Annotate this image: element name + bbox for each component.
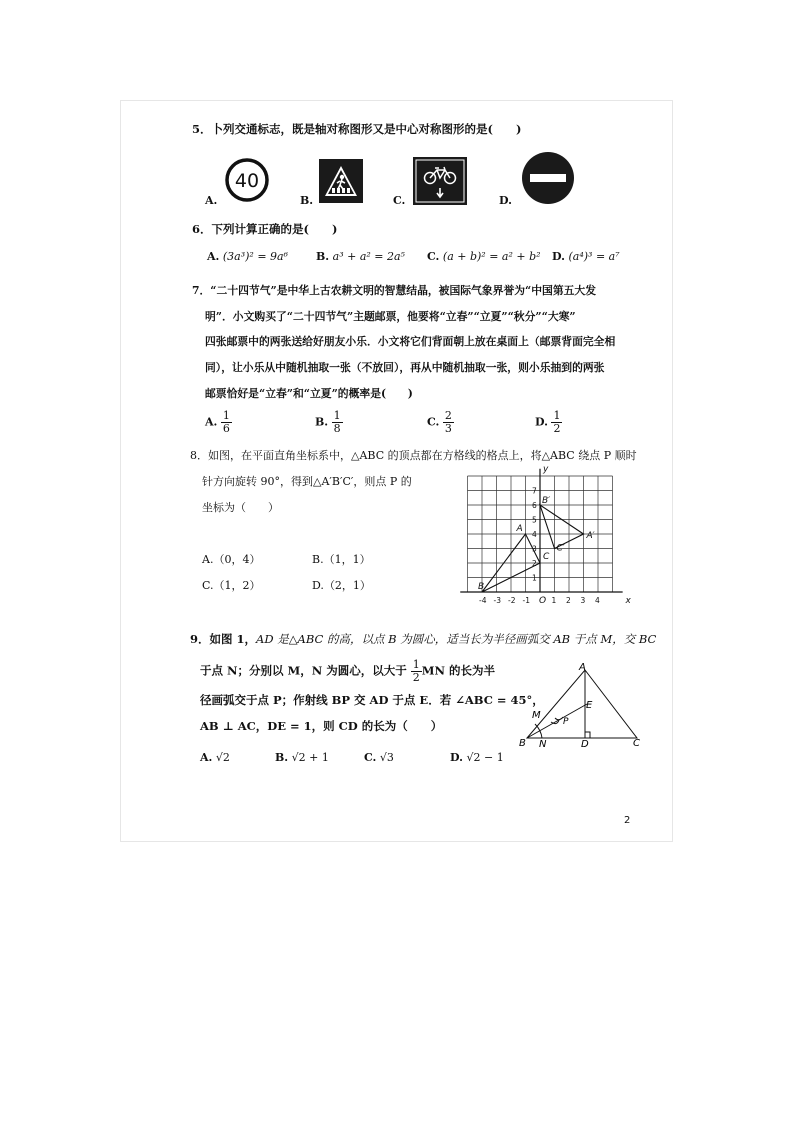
x-axis-label: x xyxy=(625,596,631,606)
q8-option-d-label: D. xyxy=(312,579,324,592)
q9-line-3: 径画弧交于点 P；作射线 BP 交 AD 于点 E．若 ∠ABC = 45°， xyxy=(200,693,544,707)
x-tick-label: 4 xyxy=(595,596,600,605)
q9-line-1b: AD 是△ABC 的高，以点 B 为圆心，适当长为半径画弧交 AB 于点 M，交 BC xyxy=(256,632,657,646)
q7-option-b[interactable] xyxy=(315,410,343,435)
q5-option-d-label: D. xyxy=(499,194,512,207)
q9-arc-p1 xyxy=(555,717,563,720)
q8-option-a-text: （0，4） xyxy=(213,553,261,566)
q8-option-a-label: A. xyxy=(202,553,214,566)
q7-option-c[interactable] xyxy=(427,410,454,435)
q8-line-2: 针方向旋转 90°，得到△A′B′C′，则点 P 的 xyxy=(202,475,412,488)
q9-label-n: N xyxy=(539,739,547,748)
q9-label-p: P xyxy=(563,717,569,727)
q8-option-c-text: （1，2） xyxy=(213,579,261,592)
q7-option-c-den: 3 xyxy=(444,422,452,435)
speed-limit-sign-icon xyxy=(224,157,270,203)
q5-option-c-label: C. xyxy=(393,194,406,207)
q9-option-b-label: B. xyxy=(275,751,289,764)
q7-option-d-den: 2 xyxy=(553,422,561,435)
q5-option-b-label: B. xyxy=(300,194,314,207)
q6-option-a-expr: (3a³)² = 9a⁶ xyxy=(222,250,289,263)
x-tick-label: -2 xyxy=(508,596,516,605)
q7-option-a[interactable] xyxy=(205,410,232,435)
q8-option-b-text: （1，1） xyxy=(323,553,371,566)
q9-label-c: C xyxy=(633,738,640,748)
y-tick-label: 5 xyxy=(532,515,537,525)
q8-option-c-label: C. xyxy=(202,579,214,592)
q6-option-d[interactable] xyxy=(552,250,620,263)
q9-line-2 xyxy=(200,659,495,684)
q9-option-b-expr: √2 + 1 xyxy=(291,751,329,764)
q7-option-a-num: 1 xyxy=(222,409,230,422)
q7-line-2: 明”．小文购买了“二十四节气”主题邮票，他要将“立春”“立夏”“秋分”“大寒” xyxy=(205,310,576,323)
y-tick-label: 1 xyxy=(532,573,537,583)
q9-line-1 xyxy=(190,631,656,647)
x-tick-label: -4 xyxy=(479,596,487,605)
q8-option-b-label: B. xyxy=(312,553,324,566)
q9-label-a: A xyxy=(579,662,586,673)
q6-option-b-label: B. xyxy=(316,250,330,263)
q9-label-e: E xyxy=(586,700,593,711)
q7-line-4: 同），让小乐从中随机抽取一张（不放回），再从中随机抽取一张，则小乐抽到的两张 xyxy=(205,361,605,374)
no-entry-sign-icon xyxy=(520,150,576,206)
q9-label-m: M xyxy=(532,710,541,721)
y-tick-label: 3 xyxy=(532,544,537,554)
page-number: 2 xyxy=(624,815,631,826)
q9-label-d: D xyxy=(581,739,589,748)
q9-option-d-label: D. xyxy=(450,751,463,764)
point-label-a1: A′ xyxy=(586,531,595,541)
q7-line-5: 邮票恰好是“立春”和“立夏”的概率是( ) xyxy=(205,387,413,400)
q6-option-c[interactable] xyxy=(427,250,541,263)
point-label-c1: C′ xyxy=(556,543,565,554)
x-tick-label: -1 xyxy=(522,596,530,605)
pedestrian-crossing-sign-icon xyxy=(318,158,364,204)
q7-option-c-label: C. xyxy=(427,415,440,429)
x-tick-label: 3 xyxy=(580,596,586,605)
point-label-b: B xyxy=(478,582,485,592)
q9-option-a[interactable] xyxy=(200,751,230,764)
q9-line-4: AB ⊥ AC，DE = 1，则 CD 的长为（ ） xyxy=(200,719,443,733)
q9-label-b: B xyxy=(519,738,526,748)
bicycle-lane-sign-icon xyxy=(412,156,468,206)
q8-option-a[interactable] xyxy=(202,551,260,567)
point-label-b1: B′ xyxy=(542,496,551,506)
q6-option-d-label: D. xyxy=(552,250,565,263)
q9-right-angle-mark xyxy=(585,732,590,738)
q9-option-c-label: C. xyxy=(364,751,377,764)
q9-option-d[interactable] xyxy=(450,751,504,764)
q7-option-c-num: 2 xyxy=(444,409,452,422)
q9-line-2b: MN 的长为半 xyxy=(421,663,496,678)
q9-line-1a: 9．如图 1， xyxy=(190,632,257,646)
q6-text: 6．下列计算正确的是( ) xyxy=(192,222,338,236)
q9-option-c[interactable] xyxy=(364,751,394,764)
q9-option-b[interactable] xyxy=(275,751,329,764)
q8-option-c[interactable] xyxy=(202,577,261,593)
q9-frac-den: 2 xyxy=(412,671,420,684)
q6-option-b[interactable] xyxy=(316,250,405,263)
q6-option-a-label: A. xyxy=(207,250,220,263)
point-label-a: A xyxy=(516,524,523,534)
q7-option-a-label: A. xyxy=(205,415,218,429)
x-tick-label: 2 xyxy=(566,596,571,605)
q7-option-b-num: 1 xyxy=(333,409,341,422)
x-tick-label: 1 xyxy=(551,596,557,605)
y-axis-label: y xyxy=(543,464,549,475)
point-label-c: C xyxy=(543,552,550,562)
q7-option-b-den: 8 xyxy=(333,422,341,435)
origin-label: O xyxy=(539,596,547,606)
q6-option-c-expr: (a + b)² = a² + b² xyxy=(442,250,541,263)
q9-option-a-label: A. xyxy=(200,751,213,764)
q9-option-d-expr: √2 − 1 xyxy=(466,751,504,764)
y-tick-label: 6 xyxy=(532,501,537,510)
q9-line-2a: 于点 N；分别以 M，N 为圆心，以大于 xyxy=(200,663,407,678)
q7-option-d-label: D. xyxy=(535,415,548,429)
q9-frac-num: 1 xyxy=(412,658,420,671)
q6-option-c-label: C. xyxy=(427,250,440,263)
q9-triangle-abc xyxy=(527,670,637,738)
q9-option-a-expr: √2 xyxy=(215,751,230,764)
q8-option-b[interactable] xyxy=(312,551,371,567)
q6-option-d-expr: (a⁴)³ = a⁷ xyxy=(568,250,620,263)
q9-triangle-figure xyxy=(515,660,645,748)
q5-text: 5．卜列交通标志，既是轴对称图形又是中心对称图形的是( ) xyxy=(192,122,522,136)
q7-line-3: 四张邮票中的两张送给好朋友小乐．小文将它们背面朝上放在桌面上（邮票背面完全相 xyxy=(205,335,616,348)
speed-limit-text: 40 xyxy=(234,170,260,192)
y-tick-label: 7 xyxy=(532,486,537,496)
q6-option-b-expr: a³ + a² = 2a⁵ xyxy=(332,250,405,263)
q7-option-d[interactable] xyxy=(535,410,562,435)
q6-option-a[interactable] xyxy=(207,250,288,263)
x-tick-label: -3 xyxy=(493,596,501,605)
q8-line-1: 8．如图，在平面直角坐标系中，△ABC 的顶点都在方格线的格点上，将△ABC 绕点 P 顺时 xyxy=(190,449,637,462)
triangle-a1b1c1 xyxy=(540,505,584,549)
q7-option-b-label: B. xyxy=(315,415,329,429)
q8-option-d-text: （2，1） xyxy=(323,579,371,592)
y-tick-label: 4 xyxy=(532,530,537,539)
y-tick-label: 2 xyxy=(532,559,537,568)
q8-option-d[interactable] xyxy=(312,577,371,593)
q8-coordinate-grid xyxy=(460,462,632,612)
q5-option-a-label: A. xyxy=(205,194,218,207)
q7-option-d-num: 1 xyxy=(553,409,561,422)
q8-line-3: 坐标为（ ） xyxy=(202,501,279,514)
q7-option-a-den: 6 xyxy=(222,422,230,435)
q9-option-c-expr: √3 xyxy=(379,751,394,764)
q7-line-1: 7．“二十四节气”是中华上古农耕文明的智慧结晶，被国际气象界誉为“中国第五大发 xyxy=(192,284,597,297)
